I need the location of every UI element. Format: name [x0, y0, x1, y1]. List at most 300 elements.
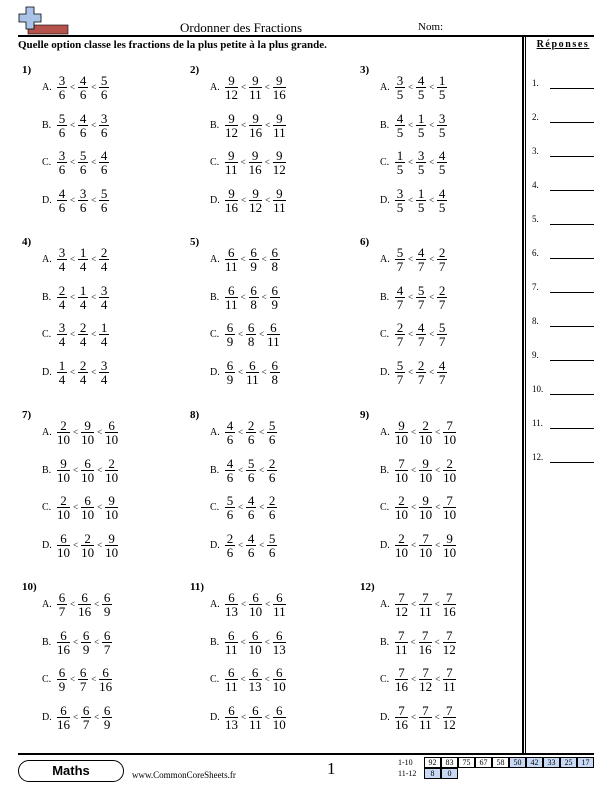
numerator: 7 [419, 629, 432, 643]
less-than-symbol: < [434, 712, 440, 722]
problem-number: 1) [22, 64, 32, 76]
fraction [415, 149, 427, 176]
denominator: 11 [395, 641, 408, 657]
less-than-symbol: < [408, 254, 414, 264]
numerator: 6 [225, 284, 238, 298]
numerator: 1 [417, 110, 425, 126]
fraction [224, 704, 239, 731]
denominator: 12 [272, 161, 286, 177]
fraction [248, 629, 263, 656]
option-b[interactable] [210, 282, 281, 312]
numerator: 2 [100, 244, 108, 260]
option-b[interactable] [380, 455, 457, 485]
numerator: 6 [79, 664, 87, 680]
problem-number: 4) [22, 236, 32, 248]
numerator: 6 [78, 591, 91, 605]
less-than-symbol: < [429, 329, 435, 339]
less-than-symbol: < [261, 254, 267, 264]
option-letter: D. [210, 194, 220, 206]
option-letter: B. [380, 464, 390, 476]
option-a[interactable] [380, 589, 457, 619]
option-c[interactable] [210, 147, 287, 177]
fraction [436, 321, 448, 348]
option-c[interactable] [42, 664, 113, 694]
fraction [98, 359, 110, 386]
fraction [80, 419, 95, 446]
option-b[interactable] [210, 627, 287, 657]
fraction [224, 246, 239, 273]
numerator: 5 [79, 147, 87, 163]
problem-number: 5) [190, 236, 200, 248]
problem-8 [190, 409, 355, 569]
answer-blank-3[interactable] [550, 156, 594, 157]
denominator: 6 [100, 124, 108, 140]
less-than-symbol: < [73, 465, 79, 475]
denominator: 6 [58, 161, 66, 177]
denominator: 12 [419, 678, 433, 694]
option-d[interactable] [380, 357, 448, 387]
fraction [80, 629, 92, 656]
numerator: 4 [79, 72, 87, 88]
less-than-symbol: < [238, 540, 244, 550]
less-than-symbol: < [429, 82, 435, 92]
denominator: 10 [443, 431, 457, 447]
option-b[interactable] [380, 627, 457, 657]
denominator: 4 [58, 333, 66, 349]
option-letter: A. [380, 81, 390, 93]
answer-number-5: 5. [532, 214, 539, 224]
answer-blank-1[interactable] [550, 88, 594, 89]
fraction [436, 112, 448, 139]
denominator: 6 [58, 124, 66, 140]
score-cell: 25 [560, 757, 577, 768]
numerator: 9 [419, 494, 432, 508]
denominator: 10 [443, 506, 457, 522]
less-than-symbol: < [411, 502, 417, 512]
option-letter: C. [380, 501, 390, 513]
option-letter: D. [210, 366, 220, 378]
numerator: 4 [438, 357, 446, 373]
denominator: 7 [438, 371, 446, 387]
less-than-symbol: < [411, 427, 417, 437]
fraction [436, 74, 448, 101]
numerator: 6 [57, 532, 70, 546]
denominator: 10 [57, 431, 70, 447]
option-c[interactable] [42, 147, 110, 177]
fraction [56, 187, 68, 214]
answer-blank-5[interactable] [550, 224, 594, 225]
less-than-symbol: < [91, 157, 97, 167]
denominator: 8 [250, 296, 257, 312]
problem-6 [360, 236, 525, 396]
denominator: 6 [247, 506, 255, 522]
numerator: 2 [81, 532, 94, 546]
option-a[interactable] [380, 72, 448, 102]
option-letter: B. [210, 291, 220, 303]
option-b[interactable] [210, 110, 287, 140]
answer-blank-12[interactable] [550, 462, 594, 463]
less-than-symbol: < [91, 329, 97, 339]
fraction [418, 666, 433, 693]
numerator: 3 [100, 282, 108, 298]
option-a[interactable] [42, 589, 113, 619]
fraction [101, 629, 113, 656]
fraction [248, 187, 263, 214]
option-letter: D. [42, 711, 52, 723]
fraction [77, 591, 92, 618]
less-than-symbol: < [241, 599, 247, 609]
fraction [394, 284, 406, 311]
less-than-symbol: < [240, 157, 246, 167]
less-than-symbol: < [240, 637, 246, 647]
option-letter: B. [210, 636, 220, 648]
option-b[interactable] [42, 455, 119, 485]
numerator: 6 [249, 704, 262, 718]
numerator: 6 [273, 591, 286, 605]
option-d[interactable] [210, 185, 287, 215]
option-c[interactable] [380, 664, 457, 694]
score-row-label: 1-10 [398, 758, 413, 767]
numerator: 9 [105, 494, 118, 508]
denominator: 7 [396, 333, 404, 349]
denominator: 16 [442, 603, 456, 619]
option-letter: D. [42, 539, 52, 551]
less-than-symbol: < [238, 367, 244, 377]
option-letter: A. [42, 253, 52, 265]
denominator: 16 [248, 161, 262, 177]
fraction [272, 704, 287, 731]
less-than-symbol: < [91, 367, 97, 377]
option-letter: B. [210, 464, 220, 476]
fraction [104, 419, 119, 446]
option-a[interactable] [380, 244, 448, 274]
less-than-symbol: < [408, 329, 414, 339]
option-a[interactable] [42, 244, 110, 274]
fraction [56, 74, 68, 101]
less-than-symbol: < [91, 292, 97, 302]
fraction [442, 494, 457, 521]
less-than-symbol: < [70, 292, 76, 302]
option-b[interactable] [42, 110, 110, 140]
numerator: 4 [226, 417, 234, 433]
denominator: 9 [226, 371, 234, 387]
fraction [248, 149, 263, 176]
denominator: 4 [100, 296, 108, 312]
fraction [245, 457, 257, 484]
denominator: 4 [100, 258, 108, 274]
denominator: 12 [442, 716, 456, 732]
fraction [269, 284, 281, 311]
option-d[interactable] [210, 530, 278, 560]
less-than-symbol: < [73, 637, 79, 647]
less-than-symbol: < [408, 120, 414, 130]
option-d[interactable] [380, 702, 457, 732]
option-b[interactable] [380, 110, 448, 140]
numerator: 1 [396, 147, 404, 163]
answer-blank-10[interactable] [550, 394, 594, 395]
less-than-symbol: < [70, 82, 76, 92]
less-than-symbol: < [408, 82, 414, 92]
option-d[interactable] [42, 357, 110, 387]
option-d[interactable] [210, 702, 287, 732]
less-than-symbol: < [429, 157, 435, 167]
numerator: 2 [226, 530, 234, 546]
numerator: 6 [226, 357, 234, 373]
fraction [56, 419, 71, 446]
option-letter: A. [210, 81, 220, 93]
score-cell: 50 [509, 757, 526, 768]
denominator: 13 [225, 716, 238, 732]
numerator: 2 [57, 419, 70, 433]
fraction [272, 112, 287, 139]
denominator: 7 [438, 296, 446, 312]
option-a[interactable] [210, 244, 281, 274]
less-than-symbol: < [241, 195, 247, 205]
answer-blank-4[interactable] [550, 190, 594, 191]
denominator: 7 [417, 296, 425, 312]
option-d[interactable] [42, 530, 119, 560]
numerator: 3 [58, 147, 66, 163]
option-d[interactable] [210, 357, 281, 387]
cross-plus-logo-icon [18, 5, 70, 35]
numerator: 6 [81, 457, 94, 471]
fraction [224, 494, 236, 521]
denominator: 10 [105, 431, 119, 447]
less-than-symbol: < [73, 502, 79, 512]
answer-blank-6[interactable] [550, 258, 594, 259]
denominator: 10 [443, 469, 457, 485]
numerator: 2 [57, 494, 70, 508]
less-than-symbol: < [411, 465, 417, 475]
option-c[interactable] [42, 319, 110, 349]
option-letter: C. [210, 501, 220, 513]
option-a[interactable] [42, 417, 119, 447]
option-c[interactable] [42, 492, 119, 522]
denominator: 5 [417, 199, 425, 215]
less-than-symbol: < [259, 502, 265, 512]
answer-number-10: 10. [532, 384, 544, 394]
fraction [248, 704, 263, 731]
numerator: 3 [58, 319, 66, 335]
less-than-symbol: < [70, 674, 76, 684]
numerator: 6 [250, 244, 257, 260]
denominator: 8 [271, 371, 278, 387]
option-letter: C. [42, 156, 52, 168]
answer-number-3: 3. [532, 146, 539, 156]
fraction [56, 321, 68, 348]
option-letter: B. [42, 464, 52, 476]
option-letter: A. [210, 598, 220, 610]
option-d[interactable] [380, 530, 457, 560]
denominator: 12 [225, 124, 238, 140]
fraction [98, 246, 110, 273]
problem-5 [190, 236, 355, 396]
fraction [104, 494, 119, 521]
option-b[interactable] [42, 627, 113, 657]
fraction [224, 149, 239, 176]
problem-7 [22, 409, 187, 569]
less-than-symbol: < [70, 157, 76, 167]
option-a[interactable] [380, 417, 457, 447]
denominator: 9 [103, 716, 111, 732]
denominator: 10 [272, 678, 286, 694]
numerator: 6 [247, 319, 255, 335]
worksheet-title: Ordonner des Fractions [180, 20, 303, 35]
denominator: 16 [57, 641, 70, 657]
fraction [418, 532, 433, 559]
numerator: 2 [105, 457, 118, 471]
fraction [272, 74, 287, 101]
numerator: 6 [249, 666, 262, 680]
answer-blank-8[interactable] [550, 326, 594, 327]
denominator: 10 [81, 469, 95, 485]
answer-number-2: 2. [532, 112, 539, 122]
fraction [80, 704, 92, 731]
less-than-symbol: < [264, 157, 270, 167]
less-than-symbol: < [411, 712, 417, 722]
numerator: 3 [100, 357, 108, 373]
fraction [442, 591, 457, 618]
website-link[interactable]: www.CommonCoreSheets.fr [132, 770, 236, 780]
numerator: 4 [226, 455, 234, 471]
denominator: 11 [273, 603, 286, 619]
less-than-symbol: < [435, 427, 441, 437]
less-than-symbol: < [429, 195, 435, 205]
numerator: 2 [247, 417, 255, 433]
denominator: 11 [225, 678, 238, 694]
numerator: 3 [417, 147, 425, 163]
numerator: 7 [419, 532, 432, 546]
denominator: 10 [105, 506, 119, 522]
option-letter: A. [210, 426, 220, 438]
denominator: 13 [248, 678, 262, 694]
less-than-symbol: < [91, 195, 97, 205]
option-a[interactable] [42, 72, 110, 102]
option-c[interactable] [210, 664, 287, 694]
numerator: 3 [79, 185, 87, 201]
denominator: 10 [419, 469, 433, 485]
fraction [104, 457, 119, 484]
option-c[interactable] [380, 319, 448, 349]
answer-blank-7[interactable] [550, 292, 594, 293]
fraction [224, 359, 236, 386]
numerator: 9 [105, 532, 118, 546]
option-b[interactable] [380, 282, 448, 312]
less-than-symbol: < [411, 674, 417, 684]
numerator: 1 [58, 357, 66, 373]
numerator: 9 [273, 187, 286, 201]
fraction [394, 149, 406, 176]
numerator: 7 [419, 591, 432, 605]
denominator: 5 [438, 86, 446, 102]
denominator: 16 [395, 678, 408, 694]
option-d[interactable] [380, 185, 448, 215]
option-b[interactable] [42, 282, 110, 312]
denominator: 7 [79, 678, 87, 694]
denominator: 10 [81, 506, 95, 522]
fraction [418, 629, 433, 656]
less-than-symbol: < [435, 540, 441, 550]
option-c[interactable] [210, 319, 281, 349]
option-c[interactable] [380, 147, 448, 177]
denominator: 10 [395, 431, 408, 447]
numerator: 7 [419, 704, 432, 718]
numerator: 5 [438, 319, 446, 335]
denominator: 9 [226, 333, 234, 349]
numerator: 6 [249, 629, 262, 643]
less-than-symbol: < [73, 712, 79, 722]
numerator: 2 [396, 319, 404, 335]
answer-number-6: 6. [532, 248, 539, 258]
answer-number-4: 4. [532, 180, 539, 190]
denominator: 5 [396, 86, 404, 102]
fraction [98, 666, 113, 693]
numerator: 9 [273, 112, 286, 126]
numerator: 5 [100, 72, 108, 88]
denominator: 5 [396, 161, 404, 177]
answer-blank-9[interactable] [550, 360, 594, 361]
numerator: 6 [58, 664, 66, 680]
fraction [415, 284, 427, 311]
score-cell: 8 [424, 768, 441, 779]
fraction [394, 666, 409, 693]
option-c[interactable] [380, 492, 457, 522]
option-letter: B. [42, 636, 52, 648]
numerator: 4 [396, 282, 404, 298]
answer-blank-2[interactable] [550, 122, 594, 123]
denominator: 5 [417, 124, 425, 140]
less-than-symbol: < [94, 712, 100, 722]
option-a[interactable] [210, 589, 287, 619]
denominator: 10 [105, 544, 119, 560]
fraction [56, 246, 68, 273]
less-than-symbol: < [408, 292, 414, 302]
denominator: 10 [57, 544, 70, 560]
answer-blank-11[interactable] [550, 428, 594, 429]
numerator: 9 [249, 74, 262, 88]
fraction [98, 284, 110, 311]
fraction [394, 591, 409, 618]
less-than-symbol: < [97, 502, 103, 512]
numerator: 2 [268, 455, 276, 471]
denominator: 6 [247, 544, 255, 560]
header-rule [18, 35, 594, 37]
fraction [415, 359, 427, 386]
denominator: 6 [268, 506, 276, 522]
less-than-symbol: < [238, 465, 244, 475]
option-d[interactable] [42, 702, 113, 732]
option-d[interactable] [42, 185, 110, 215]
score-cell: 33 [543, 757, 560, 768]
fraction [224, 74, 239, 101]
option-a[interactable] [210, 417, 278, 447]
fraction [415, 187, 427, 214]
numerator: 7 [443, 629, 456, 643]
fraction [77, 284, 89, 311]
fraction [269, 246, 281, 273]
denominator: 11 [225, 641, 238, 657]
numerator: 4 [247, 492, 255, 508]
numerator: 6 [271, 282, 278, 298]
problem-number: 11) [190, 581, 205, 593]
fraction [272, 591, 287, 618]
option-a[interactable] [210, 72, 287, 102]
denominator: 6 [100, 161, 108, 177]
option-b[interactable] [210, 455, 278, 485]
less-than-symbol: < [408, 195, 414, 205]
option-c[interactable] [210, 492, 278, 522]
option-letter: D. [380, 194, 390, 206]
